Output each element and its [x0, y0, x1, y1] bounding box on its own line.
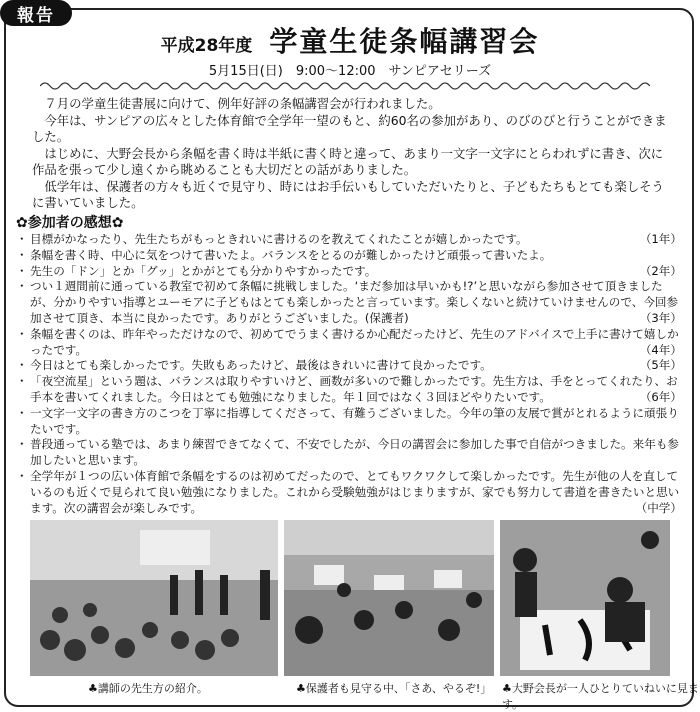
wave-divider — [40, 80, 650, 92]
intro-paragraph: はじめに、大野会長から条幅を書く時は半紙に書く時と違って、あまり一文字一文字にとらわれずに書き、次に作品を張って少し遠くから眺めることも大切だとの話がありました。 — [32, 145, 664, 177]
title-year: 平成28年度 — [160, 36, 253, 56]
list-item: ・ 「夜空流星」という題は、バランスは取りやすいけど、画数が多いので難しかったです。先生方は、手をとってくれたり、お手本を書いてくれました。今日はとても勉強になりました。年１回ではなく３回ほどやりたいです。 （6年） — [18, 374, 682, 406]
title — [0, 20, 700, 60]
photo-instructors — [30, 520, 278, 676]
photo-caption: ♣大野会長が一人ひとりていねいに見ます。 — [502, 682, 699, 711]
title-main: 学童生徒条幅講習会 — [269, 25, 540, 58]
list-item: ・ 今日はとても楽しかったです。失敗もあったけど、最後はきれいに書けて良かったです。 （5年） — [18, 358, 682, 374]
list-item: ・ 条幅を書くのは、昨年やっただけなので、初めてでうまく書けるか心配だったけど、先生のアドバイスで上手に書けて嬉しかったです。 （4年） — [18, 327, 682, 359]
photo-president-teaching — [500, 520, 670, 676]
event-date: 5月15日(日) 9:00〜12:00 サンピアセリーズ — [208, 64, 492, 79]
comments-list — [18, 232, 682, 516]
photo-caption: ♣講師の先生方の紹介。 — [88, 682, 208, 695]
photo-caption: ♣保護者も見守る中、「さあ、やるぞ!」 — [296, 682, 492, 695]
report-badge: 報告 — [0, 0, 72, 26]
section-title: ✿参加者の感想✿ — [16, 215, 124, 231]
list-item: ・ 条幅を書く時、中心に気をつけて書いたよ。バランスをとるのが難しかったけど頑張って書いたよ。 — [18, 248, 682, 264]
list-item: ・ 全学年が１つの広い体育館で条幅をするのは初めてだったので、とてもワクワクして楽しかったです。先生が他の人を直しているのも近くで見られて良い勉強になりました。これから受験勉強がはじまりますが、家でも努力して書道を書きたいと思います。次の講習会が楽しみです。 （中学） — [18, 469, 682, 516]
photo-parents-watching — [284, 520, 494, 676]
intro-paragraph: 低学年は、保護者の方々も近くで見守り、時にはお手伝いもしていただいたりと、子どもたちもとても楽しそうに書いていました。 — [32, 178, 664, 210]
list-item: ・ 一文字一文字の書き方のこつを丁寧に指導してくださって、有難うございました。今年の筆の友展で賞がとれるように頑張りたいです。 — [18, 406, 682, 438]
list-item: ・ 普段通っている塾では、あまり練習できてなくて、不安でしたが、今日の講習会に参加した事で自信がつきました。来年も参加したいと思います。 — [18, 437, 682, 469]
list-item: ・ 目標がかなったり、先生たちがもっときれいに書けるのを教えてくれたことが嬉しかったです。 （1年） — [18, 232, 682, 248]
list-item: ・ つい１週間前に通っている教室で初めて条幅に挑戦しました。‘まだ参加は早いかも!?’と思いながら参加させて頂きましたが、分かりやすい指導とユーモアに子どもはとても楽しかったと言っています。楽しくないと続けていけませんので、今回参加させて頂き、本当に良かったです。ありがとうございました。(保護者) （3年） — [18, 279, 682, 326]
intro-paragraph: ７月の学童生徒書展に向けて、例年好評の条幅講習会が行われました。 — [44, 96, 441, 111]
photo-row — [30, 520, 670, 680]
list-item: ・ 先生の「ドン」とか「グッ」とかがとても分かりやすかったです。 （2年） — [18, 264, 682, 280]
intro-text — [32, 96, 668, 212]
intro-paragraph: 今年は、サンピアの広々とした体育館で全学年一望のもと、約60名の参加があり、のびのびと行うことができました。 — [32, 112, 667, 144]
